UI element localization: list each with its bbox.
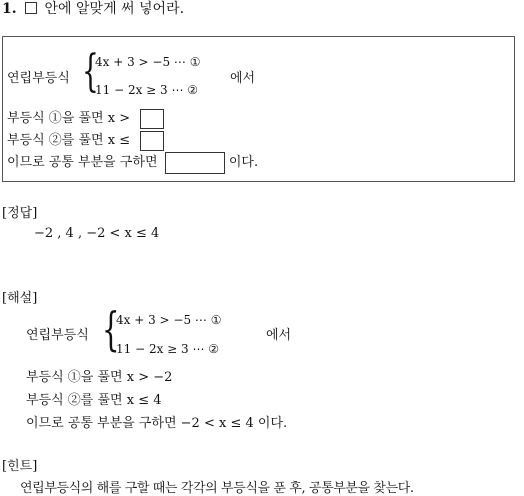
solution-heading: [해설] xyxy=(2,291,38,306)
inequality-2: 11 − 2x ≥ 3 ⋯ ② xyxy=(95,83,199,97)
solution-left-brace: { xyxy=(102,302,120,356)
system-suffix: 에서 xyxy=(230,71,256,86)
problem-box xyxy=(2,36,515,182)
system-label: 연립부등식 xyxy=(7,71,70,86)
solution-line-3: 이므로 공통 부분을 구하면 −2 < x ≤ 4 이다. xyxy=(26,416,288,431)
answer-blank-3[interactable] xyxy=(165,152,225,174)
answer-text: −2 , 4 , −2 < x ≤ 4 xyxy=(34,226,160,241)
answer-blank-1[interactable] xyxy=(140,109,164,129)
question-header xyxy=(2,0,184,18)
solution-line-1: 부등식 ①을 풀면 x > −2 xyxy=(26,370,173,385)
question-number: 1. xyxy=(2,1,17,17)
answer-blank-2[interactable] xyxy=(140,131,164,151)
solution-inequality-1: 4x + 3 > −5 ⋯ ① xyxy=(116,313,222,327)
solve-line-2 xyxy=(7,129,164,151)
answer-heading: [정답] xyxy=(2,206,38,221)
solve-line-3 xyxy=(7,151,258,174)
solve-line-2-text: 부등식 ②를 풀면 x ≤ xyxy=(7,133,131,148)
solve-line-1 xyxy=(7,107,164,129)
question-instruction: 안에 알맞게 써 넣어라. xyxy=(44,1,185,17)
hint-heading: [힌트] xyxy=(2,459,38,474)
solution-inequality-2: 11 − 2x ≥ 3 ⋯ ② xyxy=(116,342,220,356)
solution-suffix: 에서 xyxy=(266,328,292,343)
solve-line-3-post: 이다. xyxy=(228,155,259,170)
blank-box-icon xyxy=(25,2,37,14)
solution-system-label: 연립부등식 xyxy=(26,328,89,343)
left-brace: { xyxy=(82,46,99,97)
solve-line-1-text: 부등식 ①을 풀면 x > xyxy=(7,111,131,126)
solution-line-2: 부등식 ②를 풀면 x ≤ 4 xyxy=(26,393,162,408)
hint-text: 연립부등식의 해를 구할 때는 각각의 부등식을 푼 후, 공통부분을 찾는다. xyxy=(20,481,414,496)
solve-line-3-pre: 이므로 공통 부분을 구하면 xyxy=(7,155,158,170)
inequality-1: 4x + 3 > −5 ⋯ ① xyxy=(95,55,201,69)
